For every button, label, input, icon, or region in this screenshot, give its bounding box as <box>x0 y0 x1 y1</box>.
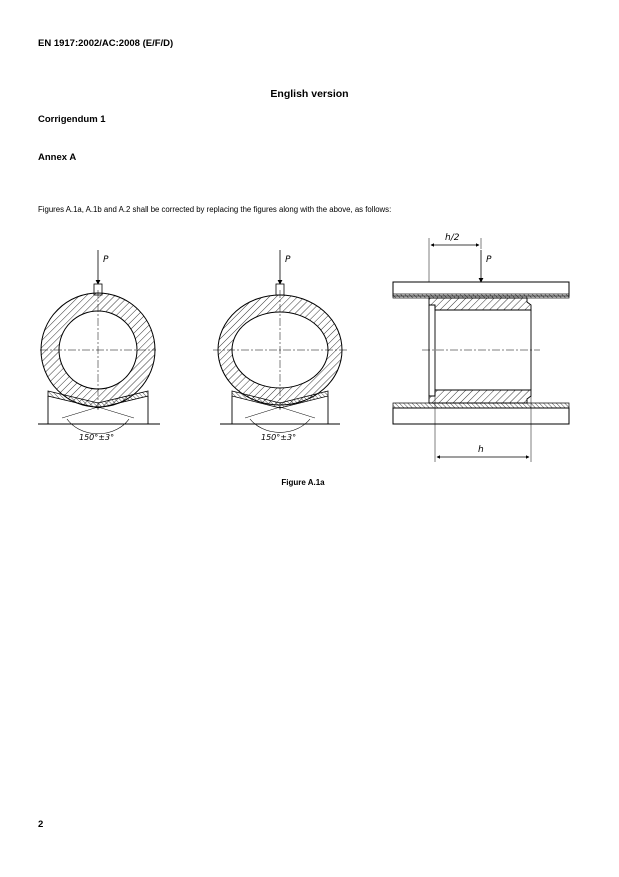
load-label-p: P <box>103 255 109 265</box>
load-label-p: P <box>486 255 492 265</box>
corrigendum-heading: Corrigendum 1 <box>38 114 106 125</box>
drawing-elliptical-pipe <box>213 250 347 442</box>
angle-label: 150°±3° <box>261 433 297 442</box>
page-number: 2 <box>38 819 44 830</box>
standard-header: EN 1917:2002/AC:2008 (E/F/D) <box>38 38 174 49</box>
drawing-circular-pipe <box>38 250 160 442</box>
length-label: h <box>478 445 484 455</box>
load-label-p: P <box>285 255 291 265</box>
body-paragraph: Figures A.1a, A.1b and A.2 shall be corrected by replacing the figures along with the above, as follows: <box>38 205 392 214</box>
annex-heading: Annex A <box>38 152 77 163</box>
half-length-label: h/2 <box>445 233 460 243</box>
angle-label: 150°±3° <box>79 433 115 442</box>
figure-caption: Figure A.1a <box>281 478 325 487</box>
page-title: English version <box>270 88 349 100</box>
drawing-pipe-section <box>393 233 569 462</box>
